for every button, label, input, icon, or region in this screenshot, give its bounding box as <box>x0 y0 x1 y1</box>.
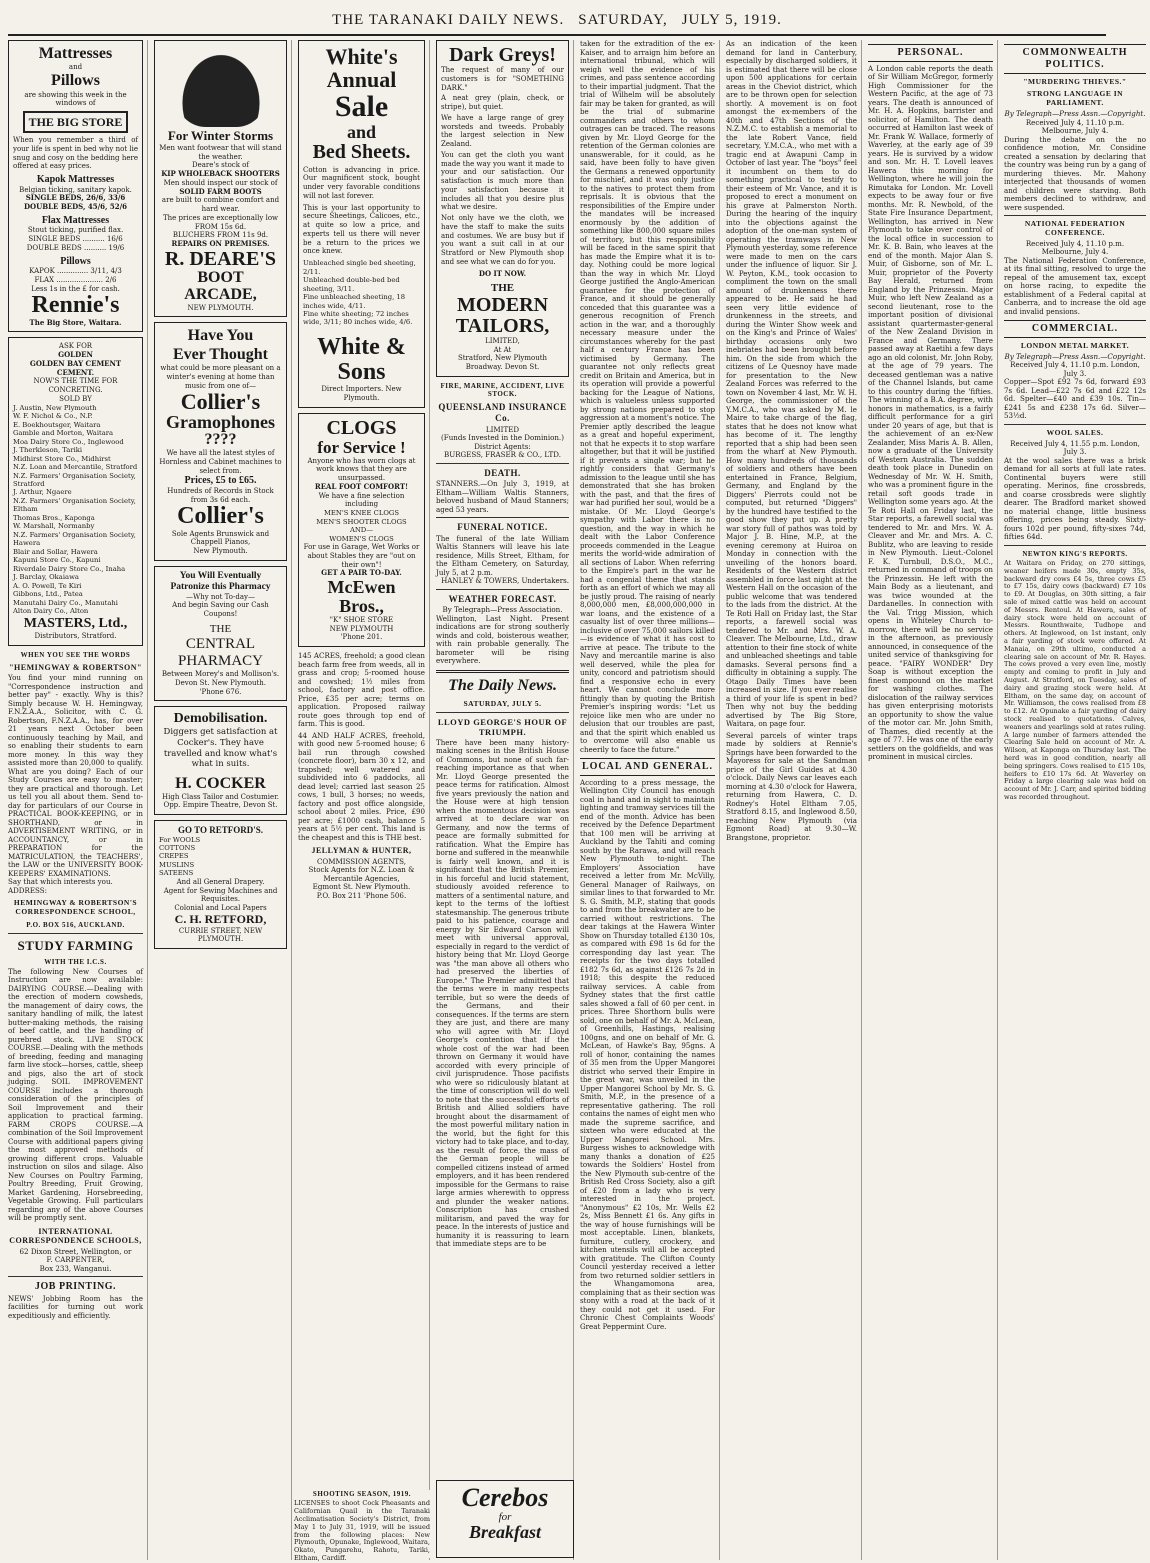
column-5 <box>580 40 720 1560</box>
colliers-name: Collier's <box>180 389 261 415</box>
whites-text: Cotton is advancing in price. Our magnificent stock, bought under very favorable conditions will not last forever. <box>303 165 420 200</box>
boots-prices: The prices are exceptionally low <box>162 213 279 222</box>
personal-head: PERSONAL. <box>868 44 993 62</box>
divider <box>1004 545 1146 546</box>
flax-head: Flax Mattresses <box>41 214 110 226</box>
column-3 <box>298 40 430 1560</box>
personal-text: A London cable reports the death of Sir William McGregor, formerly High Commissioner for the Western Pacific, at the age of 73 years. The death is announced of Mr. H. A. Hopkins, barrister and solicitor, of Hamilton. The death occurred at Hamilton last week of Mr. Frank W. Wallace, formerly of Waverley, at the early age of 39 years. He is survived by a widow and son. Mr. H. T. Lovell leaves Hawera this morning for Wellington, where he will join the Rimutaka for London. Mr. Lovell expects to be away four or five months. Mr. R. Newbold, of the State Fire Insurance Department, Wellington, has arrived in New Plymouth to take over control of the local office in succession to Mr. K. B. Bain, who leaves at the end of the month. Major Alan S. Muir, of Gisborne, son of Mr. L. Muir, proprietor of the Poverty Bay Herald, returned from England by the Prinzessin. Major Muir, who left New Zealand as a second lieutenant, rose to the important position of divisional assistant quartermaster-general of the New Zealand Division in France and Germany. There passed away at Raetihi a few days ago an old colonist, Mr. John Roby, at the age of 79 years. The deceased gentleman was a native of the Channel Islands, but came to this country during the 'fifties. The winning of a B.A. degree, with honors in mathematics, is a fairly difficult performance for a girl under 20 years of age, but that is the achievement of an ex-New Zealander, Miss Maris A. B. Allen, now a graduate of the University of Western Australia. The sudden death took place in Dunedin on Wednesday of Mr. W. H. Smith, who was a prominent figure in the retail soft goods trade in Wellington some years ago. At the Te Roti Hall on Friday last, the Star reports, a farewell social was tendered to Mr. and Mrs. W. A. Cleaver and Mr. and Mrs. A. C. Bublitz, who are leaving to reside in New Plymouth. Lieut.-Colonel F. K. Turnbull, D.S.O., M.C., returned in command of troops on the Prinzessin. He left with the Main Body as a lieutenant, and was twice wounded at the Dardanelles. In connection with the Val. Trigg Mission, which opens in Whiteley Church to-morrow, there will be no service in the afternoon, as previously announced, in consequence of the united service of thanksgiving for peace. "FAIRY WONDER" Dry Soap is without exception the finest compound on the market for washing clothes. The dislocation of the railway services has given enterprising motorists an opportunity to show the value of the motor car. Mr. John Smith, of Thames, died recently at the age of 77. He was one of the early settlers on the goldfields, and was prominent in musical circles. <box>868 63 993 762</box>
cerebos-ad <box>436 1480 574 1558</box>
metal-by: By Telegraph—Press Assn.—Copyright. <box>1004 351 1146 361</box>
metal-head: LONDON METAL MARKET. <box>1020 341 1130 351</box>
retford-general: And all General Drapery. <box>176 877 265 886</box>
pharm-the: THE <box>209 622 232 635</box>
column-8 <box>1004 40 1150 1560</box>
cement-agent-item: N.Z. Loan and Mercantile, Stratford <box>13 463 138 472</box>
kapok-desc: Belgian ticking, sanitary kapok. <box>19 185 132 194</box>
golden: GOLDEN <box>58 350 93 360</box>
insurance-ad <box>436 382 569 460</box>
hemingway-say: Say that which interests you. <box>8 877 113 887</box>
whites-price-item: Unbleached double-bed bed sheeting, 3/11. <box>303 276 400 293</box>
column-6 <box>726 40 862 1560</box>
pharm-line1: You Will Eventually <box>179 570 262 581</box>
metal-rec: Received July 4, 11.10 p.m. London, July 3. <box>1010 360 1140 378</box>
retford-item: For WOOLS <box>159 835 201 844</box>
leader-text: There have been many history-making scenes in the British House of Commons, but none of such far-reaching importance as that when Mr. Lloyd George presented the peace terms for ratification. Almost five years previously the nation and the House were at high tension when the momentous decision was arrived at to declare war on Germany, and now the terms of peace are formally submitted for ratification. What the Empire has borne and suffered in the meanwhile is fairly well known, and it is significant that the British Premier, in his forceful and lucid statement, studiously avoided reference to matters of a sentimental nature, and kept to the terms of the loftiest statesmanship. The generous tribute paid to his patience, courage and energy by Sir Edward Carson will meet with universal approval, especially in regard to the verdict of history being that Mr. Lloyd George was "the man above all others who had preserved the liberties of Europe." The Premier admitted that the terms were in many respects terrible, but so were the deeds of the Germans, and their consequences. If the terms are stern they are just, and there are many who will agree with Mr. Lloyd George's contention that if the whole cost of the war had been thrown on Germany it would have accorded with every principle of civil jurisprudence. Those pacifists who were so ridiculously blatant at the time of conscription will do well to note that the successful efforts of British and Allied soldiers have brought about the disarmament of the most powerful military nation in the world, but the fight for this victory had to take place, and to-day, as the result of force, the mass of the German people will be compelled citizens instead of armed employers, and it has been rendered impossible for the Germans to raise large armies wherewith to oppress and plunder the weaker nations. Conscription has crushed militarism, and paved the way for peace. In the interests of justice and humanity it is reassuring to learn that immediate steps are to be <box>436 737 569 1249</box>
cocker-name: H. COCKER <box>175 774 266 792</box>
kapok-prices: SINGLE BEDS, 26/6, 33/6 DOUBLE BEDS, 45/6, 52/6 <box>23 193 128 212</box>
mcewen-city: NEW PLYMOUTH <box>329 624 394 633</box>
pharm-begin: And begin Saving our Cash Coupons! <box>172 601 269 619</box>
colliers-name-2: Collier's <box>177 503 264 530</box>
boots-solid: SOLID FARM BOOTS <box>179 186 262 196</box>
cement-ad <box>8 337 143 645</box>
gram-city: New Plymouth. <box>193 547 248 556</box>
cement-agent-item: Midhirst Store Co., Midhirst <box>13 454 111 463</box>
funeral-text: The funeral of the late William Waltis Stanners will leave his late residence, Mills Street, Eltham, for the Eltham Cemetery, on Saturday, July 5, at 2 p.m. <box>436 533 569 577</box>
clogs-real: REAL FOOT COMFORT! <box>314 481 409 491</box>
newspaper-name: THE TARANAKI DAILY NEWS. <box>332 11 565 28</box>
funeral-firm: HANLEY & TOWERS, Undertakers. <box>441 576 569 586</box>
boots-from: FROM 15s 6d. <box>194 222 247 231</box>
cement-agent-item: W. Marshall, Normanby <box>13 522 95 531</box>
sold-by: SOLD BY <box>59 394 92 403</box>
death-text: STANNERS.—On July 3, 1919, at Eltham—William Waltis Stanners, beloved husband of Maud Stanners; aged 53 years. <box>436 479 569 514</box>
clogs-ad <box>298 413 425 647</box>
retford-colonial: Colonial and Local Papers <box>174 904 267 913</box>
gram-q: ???? <box>204 431 237 449</box>
columns <box>8 39 1146 1560</box>
deare-boot: BOOT <box>197 268 244 286</box>
ad-and: and <box>68 63 83 72</box>
boots-also: Men should inspect our stock of <box>163 178 278 187</box>
insurance-head: FIRE, MARINE, ACCIDENT, LIVE STOCK. <box>440 381 565 399</box>
commonwealth-by: By Telegraph—Press Assn.—Copyright. <box>1004 109 1146 119</box>
gram-sub: We have all the latest styles of Hornless and Cabinet machines to select from. <box>159 449 282 475</box>
weather-head: WEATHER FORECAST. <box>448 593 557 604</box>
jellyman-box: P.O. Box 211 'Phone 506. <box>316 890 407 900</box>
clogs-item: AND— <box>349 526 374 535</box>
divider <box>436 589 569 590</box>
cement-agent-item: N.Z. Farmers' Organisation Society, Hawera <box>13 530 136 548</box>
deare-arcade: ARCADE, <box>184 285 257 303</box>
divider <box>8 933 143 934</box>
kapok-head: Kapok Mattresses <box>36 174 115 186</box>
masthead <box>8 6 1106 36</box>
whites-price-item: Fine unbleached sheeting, 18 inches wide, 4/11. <box>303 293 406 310</box>
insurance-firm: BURGESS, FRASER & CO., LTD. <box>444 450 561 460</box>
mattresses-ad <box>8 40 143 332</box>
grey-now: DO IT NOW. <box>478 268 527 278</box>
gram-records: Hundreds of Records in Stock from 3s 6d each. <box>167 486 274 504</box>
gram-agents: Sole Agents Brunswick and Chappell Pianos, <box>171 529 270 547</box>
column-7 <box>868 40 998 1560</box>
pillow-kapok: KAPOK .............. 3/11, 4/3 <box>29 267 122 276</box>
federation-text: The National Federation Conference, at its final sitting, resolved to urge the repeal of the amusement tax, except on horse racing, to expedite the establishment of a Federal capital at Canberra, and to increase the old age and invalid pensions. <box>1004 255 1146 316</box>
cement-agent-item: Alton Dairy Co., Alton <box>13 607 89 616</box>
deare-name: R. DEARE'S <box>164 247 277 270</box>
gram-line1: Have You <box>187 327 254 345</box>
divider <box>436 712 569 713</box>
masthead-day: SATURDAY, <box>578 11 668 28</box>
boots-built: are built to combine comfort and hard wear. <box>161 196 280 214</box>
commercial-head: COMMERCIAL. <box>1004 320 1146 338</box>
wool-head: WOOL SALES. <box>1046 427 1104 437</box>
whites-line5: Bed Sheets. <box>312 140 411 163</box>
pharm-central: CENTRAL <box>185 635 256 652</box>
tailors-towns: Stratford, New Plymouth <box>457 354 548 363</box>
divider <box>8 1276 143 1277</box>
ics-agent: F. CARPENTER, <box>46 1255 105 1265</box>
tailors-streets: Broadway. Devon St. <box>465 363 540 372</box>
tailors-tailors: TAILORS, <box>455 314 550 337</box>
wool-text: At the wool sales there was a brisk demand for all sorts at full late rates. Continental buyers were still operating. Merinos, fine crossbreds, and coarse crossbreds were slightly dearer. The Bradford market showed no material change, little business offering, prices being steady. Sixty-fours 102d per pound, fifty-sixes 74d, fifties 64d. <box>1004 455 1146 542</box>
cement-agent-item: Kapuni Store Co., Kapuni <box>13 556 101 565</box>
printing-title: JOB PRINTING. <box>35 1281 116 1293</box>
pharm-line2: Patronize this Pharmacy <box>170 581 271 592</box>
ad-title2: Pillows <box>51 72 100 90</box>
rennie-sub: The Big Store, Waitara. <box>29 317 122 327</box>
cement-agent-item: A. O. Powell, Te Kiri <box>13 581 82 590</box>
deare-boots-ad <box>154 40 287 317</box>
retford-item: COTTONS <box>159 843 196 852</box>
local-general-head: LOCAL AND GENERAL. <box>580 758 715 776</box>
whites-line2: Annual <box>326 67 397 93</box>
cerebos-for: for <box>498 1511 512 1523</box>
boots-repairs: REPAIRS ON PREMISES. <box>171 239 270 249</box>
leader-title: LLOYD GEORGE'S HOUR OF TRIUMPH. <box>437 716 568 737</box>
gram-text: what could be more pleasant on a winter's evening at home than music from one of— <box>160 364 281 390</box>
grey-text2: A neat grey (plain, check, or stripe), but quiet. <box>441 94 564 111</box>
divider <box>436 517 569 518</box>
local-general-text: According to a press message, the Wellington City Council has enough coal in hand and in sight to maintain lighting and tramway services till the end of the month. Advice has been received by the Defence Department that 100 men will be arriving at Auckland by the Tahiti and coming south by the Rarawa, and will reach New Plymouth to-night. The Employers' Association have received a letter from Mr. McVilly, General Manager of Railways, on similar lines to that forwarded to Mr. S. G. Smith, M.P., stating that goods to and from the breakwater are to be carried without restrictions. The dear takings at the Hawera Winter Show on Thursday totalled £130 10s, as compared with £98 1s 6d for the corresponding day last year. The receipts for the two days totalled £182 7s 6d, as against £126 7s 2d in 1918; this despite the reduced railway services. A cable from Sydney states that the first cattle sales showed a fall of 60 per cent. in prices. Three Shorthorn bulls were sold, one on behalf of Mr. A. McLean, of Greenhills, Hastings, realising 100gns, and one on behalf of Mr. G. McLean, of Hawke's Bay, 95gns. A roll of honor, containing the names of 35 men from the Upper Mangorei district who served their Empire in the great war, was unveiled in the Upper Mangorei School by Mr. S. G. Smith, M.P., in the presence of a representative gathering. The roll contains the names of eight men who made the supreme sacrifice, and sixteen who were educated at the Upper Mangorei School. Mrs. Burgess wishes to acknowledge with many thanks a donation of £25 towards the Soldiers' Hostel from the New Plymouth sub-centre of the British Red Cross Society, also a gift of £20 from a lady who is very interested in the project. "Anonymous" £2 10s, Mr. Wells £2 2s, Miss Bennett £1 6s. Any gifts in the way of house furnishings will be most acceptable. Linen, blankets, furniture, cutlery, crockery, and kitchen utensils will all be accepted with gratitude. The Clifton County Council yesterday received a letter from two returned soldier settlers in the Whangamomona area, complaining that as their section was stony with a road at the back of it they could not get it used. For Chronic Chest Complaints Woods' Great Peppermint Cure. <box>580 777 715 1331</box>
jellyman-comm: COMMISSION AGENTS, <box>316 856 406 866</box>
federation-rec: Received July 4, 11.10 p.m. Melbourne, July 4. <box>1025 238 1125 257</box>
hemingway-ad <box>8 651 143 930</box>
shooting-text: LICENSES to shoot Cock Pheasants and Californian Quail in the Taranaki Acclimatisation Society's District, from May 1 to July 31, 1919, will be issued from the following places: New Plymouth, Opunake, Inglewood, Waitara, Okato, Pungarehu, Rahotu, Tariki, Eltham, Cardiff. <box>294 1499 430 1562</box>
jellyman-stock: Stock Agents for N.Z. Loan & Mercantile Agencies, <box>308 865 415 883</box>
pharm-street: Devon St. New Plymouth. <box>174 678 266 687</box>
boot-illustration-icon <box>176 47 266 127</box>
mcewen-shop: "K" SHOE STORE <box>329 615 394 624</box>
shooting-notice <box>294 1490 430 1562</box>
cement-agent-item: Riverdale Dairy Store Co., Inaha <box>13 564 126 573</box>
tailors-at: At At <box>493 345 512 354</box>
retford-name: C. H. RETFORD, <box>174 911 267 926</box>
jellyman-name: JELLYMAN & HUNTER, <box>311 846 412 856</box>
farming-title: STUDY FARMING <box>17 938 134 954</box>
ics-addr: 62 Dixon Street, Wellington, or <box>19 1246 132 1256</box>
mcewen-phone: 'Phone 201. <box>340 633 383 642</box>
whites-line1: White's <box>325 44 398 69</box>
pharm-between: Between Morey's and Mollison's. <box>161 670 280 679</box>
hemingway-school: HEMINGWAY & ROBERTSON'S CORRESPONDENCE SCHOOL, <box>13 898 138 917</box>
cement-agent-item: Gibbons, Ltd., Patea <box>13 590 83 599</box>
pharm-pharmacy: PHARMACY <box>177 652 264 669</box>
cocker-trade: High Class Tailor and Costumier. <box>162 792 279 801</box>
whites-items-list <box>303 259 420 327</box>
column-4 <box>436 40 574 1560</box>
hemingway-text: You find your mind running on "Correspondence instruction and better pay" - exactly. Why is this? Simply because W. H. Hemingway, F.N.Z.A.A., Solicitor, with C. G. Robertson, F.N.Z.A.A., has, for over 21 years next October been continuously teaching by Mail, and so enabling their students to earn more money. In this way they assisted more than 20,000 to qualify. What are you doing? Each of our Study Courses are easy to master; they are practical and thorough. Let us tell you all about them. Send to-day for particulars of our Course in PRACTICAL BOOK-KEEPING, or in SHORTHAND, or in ADVERTISEMENT WRITING, or in ACCOUNTANCY, or in PREPARATION for the MATRICULATION, the TEACHERS', the LAW or the UNIVERSITY BOOK-KEEPERS' EXAMINATIONS. <box>8 673 143 878</box>
flax-double: DOUBLE BEDS .......... 19/6 <box>26 243 125 252</box>
retford-ad <box>154 820 287 949</box>
cerebos-name: Cerebos <box>461 1483 549 1512</box>
commonwealth-rec: Received July 4, 11.10 p.m. Melbourne, July 4. <box>1025 117 1125 136</box>
pharm-why: —Why not To-day— <box>186 592 255 601</box>
clogs-title: CLOGS <box>326 416 397 439</box>
local-general-more: Several parcels of winter traps made by soldiers at Rennie's Springs have been forwarded to the Mayoress for sale at the Sandman price of the Girl Guides at 4.30 o'clock. Daily News car leaves each morning at 4.30 o'clock for Hawera, returning from Hawera, C. D. Rodney's Hotel Eltham 7.05, Stratford 8.15, and Inglewood 8.50, reaching New Plymouth (via Egmont Road) at 9.30—W. Brangstone, proprietor. <box>726 730 857 842</box>
death-head: DEATH. <box>484 467 521 478</box>
cement-agent-item: Gamble and Morton, Waitara <box>13 429 114 438</box>
hemingway-box: P.O. BOX 516, AUCKLAND. <box>26 920 125 929</box>
modern-tailors-ad <box>436 40 569 377</box>
flax-desc: Stout ticking, purified flax. <box>27 226 124 235</box>
cement-agents-list <box>13 404 138 616</box>
whites-sale-ad <box>298 40 425 408</box>
cement-agent-item: J. Arthur, Ngaere <box>13 488 72 497</box>
jellyman-addr: Egmont St. New Plymouth. <box>312 882 411 892</box>
retford-item: MUSLINS <box>159 860 195 869</box>
cash-discount: Less 1s in the £ for cash. <box>31 284 120 293</box>
clogs-have: We have a fine selection including <box>318 491 405 509</box>
clogs-item: MEN'S SHOOTER CLOGS <box>316 517 407 526</box>
grey-text3: We have a large range of grey worsteds and tweeds. Probably the largest selection in New Zealand. <box>441 113 564 148</box>
deare-city: NEW PLYMOUTH. <box>187 303 254 312</box>
retford-addr: CURRIE STREET, NEW PLYMOUTH. <box>178 926 263 944</box>
commonwealth-sub: "MURDERING THIEVES." <box>1023 76 1127 86</box>
flax-single: SINGLE BEDS .......... 16/6 <box>28 235 123 244</box>
masters-name: MASTERS, Ltd., <box>23 615 128 631</box>
cement-agent-item: N.Z. Farmers' Organisation Society, Eltham <box>13 496 136 514</box>
retford-title: GO TO RETFORD'S. <box>178 825 263 836</box>
gram-prices: Prices, £5 to £65. <box>184 475 257 487</box>
daily-news-title: The Daily News. <box>448 676 557 694</box>
clogs-use: For use in Garage, Wet Works or about Stables they are "out on their own"! <box>303 543 420 569</box>
boots-deare: Deare's stock of <box>192 161 249 170</box>
clogs-items-list <box>303 509 420 543</box>
column-2 <box>154 40 292 1560</box>
divider <box>1004 215 1146 216</box>
white-sons-logo: White & Sons <box>317 333 406 386</box>
grey-text: The request of many of our customers is for "SOMETHING DARK." <box>441 66 564 92</box>
grey-text4: You can get the cloth you want made the way you want it made to your and our satisfaction. Our satisfaction is much more than your satisfaction because it includes all that you desire plus what we desire. <box>441 150 564 212</box>
gramophones-word: Gramophones <box>165 412 275 433</box>
ad-title: Mattresses <box>38 45 113 62</box>
land-text2: 44 AND HALF ACRES, freehold, with good new 5-roomed house; 6 bail run through cowshed (concrete floor), barn 30 x 12, and trapshed; well watered and subdivided into 6 paddocks, all dead level; carried last season 25 cows, 1 bull, 3 horses; no weeds, factory and post office alongside, school about 2 miles. Price, £90 per acre; £1000 cash, balance 5 years at 5½ per cent. This land is the cheapest and this is THE best. <box>298 730 425 842</box>
clogs-text: Anyone who has worn clogs at work knows that they are unsurpassed. <box>307 456 416 483</box>
newton-text: At Waitara on Friday, on 270 sittings, weaner heifers made 30s, empty 35s, backward dry cows £4 5s, three cows £5 to £7 15s, dairy cows (backward) £7 10s to £9. At Douglas, on 30th sitting, a fair sale of mixed cattle was held on account of Messrs. Rentoul. At Hawera, sales of dairy stock were held on account of Messrs. Rounthwaite, Tudhope and others. At Inglewood, on 1st instant, only a fair yarding of stock were offered. At Manaia, on 29th ultimo, conducted a clearing sale on account of Mr. R. Hayes. The cows proved a very even line, mostly empty and coming to profit in July and August. At Stratford, on Tuesday, sales of dairy and grazing stock were held. At Eltham, on the same day, on account of Mr. Williamson, the cows realised from £8 to £12. At Opunake a fair yarding of dairy stock realised to quotations. Calves, weaners and yearlings sold at rates ruling. A large number of farmers attended the Clearing Sale held on account of Mr. A. Wilson, at Kaponga on Thursday last. The herd was in good condition, nearly all being springers. Cows realised to £15 10s, heifers to £10 17s 6d. At Waverley on Friday a large clearing sale was held on account of Mr. J. Carr, and spirited bidding was recorded throughout. <box>1004 559 1146 801</box>
divider <box>1004 424 1146 425</box>
whites-price-item: Fine white sheeting; 72 inches wide, 3/11; 80 inches wide, 4/6. <box>303 309 413 327</box>
hemingway-lead: WHEN YOU SEE THE WORDS <box>20 650 131 659</box>
farming-sub: WITH THE I.C.S. <box>44 957 107 966</box>
cement-agent-item: Manutahi Dairy Co., Manutahi <box>13 598 118 607</box>
tailors-modern: MODERN <box>456 293 549 316</box>
tailors-ltd: LIMITED, <box>485 336 520 345</box>
clogs-get: GET A PAIR TO-DAY. <box>321 568 402 578</box>
gram-line2: Ever Thought <box>173 345 268 363</box>
shooting-head: SHOOTING SEASON, 1919. <box>312 1490 412 1498</box>
boots-bluchers: BLUCHERS FROM 11s 9d. <box>172 231 269 240</box>
federation-head: NATIONAL FEDERATION CONFERENCE. <box>1024 219 1126 237</box>
cement-agent-item: J. Austin, New Plymouth <box>13 403 97 412</box>
whites-sub: Direct Importers. New Plymouth. <box>321 385 402 403</box>
cement-agent-item: J. Barclay, Okaiawa <box>13 573 79 582</box>
cement-now: NOW'S THE TIME FOR CONCRETING. <box>33 377 118 395</box>
hemingway-name: "HEMINGWAY & ROBERTSON" <box>9 662 142 672</box>
commonwealth-head: COMMONWEALTH POLITICS. <box>1004 44 1146 74</box>
ad-sub: are showing this week in the windows of <box>24 90 127 108</box>
masters-dist: Distributors, Stratford. <box>34 631 117 640</box>
newton-head: NEWTON KING'S REPORTS. <box>1022 549 1128 558</box>
retford-item: SATEENS <box>159 869 194 878</box>
ics-box: Box 233, Wanganui. <box>39 1263 112 1273</box>
printing-ad <box>8 1281 143 1320</box>
divider <box>436 670 569 673</box>
insurance-funds: (Funds Invested in the Dominion.) <box>441 433 564 443</box>
pillow-flax: FLAX ..................... 2/6 <box>34 275 117 284</box>
commonwealth-text: During the debate on the no confidence motion, Mr. Considine created a sensation by declaring that the country was being run by a gang of murdering thieves. Mr. Mahony interjected that thousands of women and children were starving. Both members declined to withdraw, and were suspended. <box>1004 134 1146 212</box>
whites-line4: and <box>346 121 377 142</box>
column-1 <box>8 40 148 1560</box>
rennie-name: Rennie's <box>31 292 120 319</box>
ask-for: ASK FOR <box>58 342 93 351</box>
cerebos-breakfast: Breakfast <box>469 1522 541 1542</box>
weather-by: By Telegraph—Press Association. <box>442 605 563 615</box>
demob-title: Demobilisation. <box>173 711 268 727</box>
leader-date: SATURDAY, JULY 5. <box>463 698 542 708</box>
whites-price-item: Unbleached single bed sheeting, 2/11. <box>303 259 416 276</box>
wool-rec: Received July 4, 11.55 p.m. London, July 3. <box>1010 438 1140 457</box>
cement-agent-item: N.Z. Farmers' Organisation Society, Stratford <box>13 471 136 488</box>
whites-text2: This is your last opportunity to secure Sheetings, Calicoes, etc., at quite so low a price, and experts tell us there will never be a return to the prices we once knew. <box>303 203 420 256</box>
divider <box>436 463 569 464</box>
funeral-head: FUNERAL NOTICE. <box>457 522 548 533</box>
ad-text: When you remember a third of your life is spent in bed why not lie snug and cosy on the bedding here offered at easy prices. <box>13 136 138 171</box>
weather-text: Wellington, Last Night. Present indications are for strong southerly winds and cold, boisterous weather, with rain probable generally. The barometer will be rising everywhere. <box>436 613 569 666</box>
metal-text: Copper—Spot £92 7s 6d, forward £93 7s 6d. Lead—£22 7s 6d and £22 12s 6d. Spelter—£40 and £39 10s. Tin—£241 5s and £238 17s 6d. Silver—53½d. <box>1004 377 1146 421</box>
retford-items-list <box>159 836 282 878</box>
clogs-item: MEN'S KNEE CLOGS <box>323 509 400 518</box>
cement-word: CEMENT. <box>56 367 95 377</box>
clogs-item: WOMEN'S CLOGS <box>329 534 394 543</box>
boots-title: For Winter Storms <box>167 128 274 143</box>
land-text1: 145 ACRES, freehold; a good clean beach farm free from weeds, all in grass and crop; 5-roomed house and cowshed; 1½ miles from school, factory and post office. Price, £35 per acre; terms on application. Proposed railway route goes through top end of farm. This is good. <box>298 651 425 729</box>
boots-text: Men want footwear that will stand the weather. <box>159 143 282 161</box>
cement-agent-item: E. Boekhoutsger, Waitara <box>13 420 101 429</box>
leader-continued: taken for the extradition of the ex-Kaiser, and to arraign him before an international tribunal, which will weigh well the evidence of his crimes, and pass sentence according to their impartial judgment. That the trial of Wilhelm will be absolutely fair may be taken for granted, as will be the trial of submarine commanders and others to whom outrages can be traced. The reasons given by Mr. Lloyd George for the retention of the German colonies are unanswerable, for it could, as he said, have been folly to have given the Germans a renewed opportunity for mischief, and it was only justice to the natives to protect them from reprisals. It is obvious that the responsibilities of the Empire under the mandates will be increased enormously by the addition of something like 800,000 square miles of territory, but this responsibility will be faced in the same spirit that has made the Empire what it is to-day. Nothing could be more logical than the way in which Mr. Lloyd George justified the Anglo-American guarantee for the protection of France, and it should be generally conceded that this guarantee was a generous recognition of French action in the war, and a thoroughly necessary measure under the circumstances whereby for the past half a century France has been victimised by Germany. The guarantee not only reflects great credit on Britain and America, but in its operation will provide a powerful backing for the League of Nations, which is valueless unless supported by strong nations prepared to stop aggression at a moment's notice. The Premier aptly described the league as a great and hopeful experiment, not that he expects it to stop warfare altogether, but that it will be justified if it prevents a single war; but he rightly considers that Germany's admission to the league until she has demonstrated that she has broken with the past, and that the fires of war had purified her soul, would be a mistake. Of Mr. Lloyd George's sympathy with Labor there is no question, and the way in which he dealt with the Labor Conference proceeds commended in the League merits the world-wide admiration of all sections of Labor. When referring to the Empire's part in the war he had a congenial theme that stands forth as an effort of which we may all be justly proud. The raising of nearly 8,000,000 men, £8,000,000,000 in war loans, and the existence of a casualty list of over three millions—inclusive of over 75,000 sailors killed—is evidence of what it has cost to arrive at peace. The tribute to the Navy and mercantile marine is also well deserved, while the plea for unity, concord and patriotism should find a responsive echo in every heart. We cannot conclude more fittingly than by quoting the British Premier's inspiring words: "Let us rejoice like men who are under no delusion that our troubles are past, and that the spirit which enabled us to overcome will also enable us cheerily to face the future." <box>580 39 715 754</box>
printing-text: NEWS' Jobbing Room has the facilities for turning out work expeditiously and efficiently. <box>8 1293 143 1320</box>
cement-agent-item: Blair and Sollar, Hawera <box>13 547 98 556</box>
grey-text5: Not only have we the cloth, we have the staff to make the suits and costumes. We are busy but if you want a suit call in at our Stratford or New Plymouth shop and see what we can do for you. <box>441 214 564 266</box>
whites-line3: Sale <box>334 90 389 124</box>
cocker-ad <box>154 706 287 815</box>
tailors-the: THE <box>490 282 515 295</box>
cement-name: GOLDEN BAY CEMENT <box>29 358 122 368</box>
ics-name: INTERNATIONAL CORRESPONDENCE SCHOOLS, <box>9 1226 142 1246</box>
colliers-ad <box>154 322 287 561</box>
big-store-logo: THE BIG STORE <box>23 111 129 133</box>
farming-ad <box>8 938 143 1273</box>
mcewen-name: McEwen Bros., <box>327 577 396 616</box>
insurance-agents: District Agents: <box>474 441 531 451</box>
clogs-sub: for Service ! <box>317 437 406 457</box>
pillows-head: Pillows <box>60 255 91 267</box>
cement-agent-item: W. F. Nichol & Co., N.P. <box>13 412 93 421</box>
insurance-name: QUEENSLAND INSURANCE Co. <box>438 402 567 423</box>
masthead-date: JULY 5, 1919. <box>681 11 782 28</box>
cement-agent-item: J. Therkleson, Tariki <box>13 446 83 455</box>
local-general-continued: As an indication of the keen demand for land in Canterbury, especially by discharged soldiers, it is estimated that there will be close upon 500 applications for certain areas in the Cheviot district, which are to be thrown open for selection shortly. A movement is on foot amongst the ex-members of the 40th and 47th Sections of the N.Z.M.C. to establish a memorial to the late Robert Vance, field secretary, Y.M.C.A., who met with a tragic end at Awapuni Camp in October of last year. The "boys" feel it incumbent on them to do something practical to testify to their esteem of Mr. Vance, and it is proposed to erect a monument on his grave at Palmerston North. During the hearing of the inquiry into the objections against the adoption of the one-man system of operating the tramways in New Plymouth yesterday, some reference were made to men on the cars under the influence of liquor. Sir J. W. Peyton, K.M., took occasion to compliment the town on the small amount of drunkenness there appeared to be. He said he had seen very little evidence of drunkenness in the streets, and during the Winter Show week and on the King's and Prince of Wales' birthday occasions only two inebriates had been brought before him. On the side from which the citizens of Le Quesnoy have made for presentation to the New Zealand Forces was referred to the town on November 4 last, Mr. W. H. George, the commissioner of the Y.M.C.A., who was asked by M. le Maire to take charge of the flag, states that he does not know what has become of it. The lengthy reported that a ship had been seen from the wharf at New Plymouth. How many hundreds of thousands of soldiers and others have been entertained in France, Belgium, Germany, and England by the Diggers' Pierrots could not be computed, but returned "Diggers" by the hundred have testified to the good show they put up. A pretty war story full of pathos was told by Major J. B. Hine, M.P., at the evening ceremony at Huiroa on Monday in connection with the unveiling of the honors board. Residents of the Western district assembled in force last night at the Western Hall on the occasion of the public welcome that was tendered to the lads from the district. At the Te Roti Hall on Friday last, the Star reports, a farewell social was tendered to Mr. and Mrs. W. A. Cleaver. The Melbourne, Ltd., draw attention to their fine stock of white and unbleached sheetings and table damasks. Several persons find a difficulty in obtaining a supply. The Otago Daily Times have been increased in size. If you ever realise a third of your life is spent in bed? Then why not buy the bedding advertised by The Big Store, Waitara, on page four. <box>726 39 857 728</box>
cocker-addr: Opp. Empire Theatre, Devon St. <box>163 801 278 810</box>
cement-agent-item: Thomas Bros., Kaponga <box>13 513 95 522</box>
retford-item: CREPES <box>159 852 189 861</box>
land-ads <box>298 652 425 900</box>
retford-agent: Agent for Sewing Machines and Requisites. <box>163 886 278 904</box>
farming-text: The following New Courses of Instruction are now available: DAIRYING COURSE.—Dealing with the erection of modern cowsheds, the management of dairy cows, the sanitary handling of milk, the latest butter-making methods, the raising of beef cattle, and the handling of purebred stock. LIVE STOCK COURSE.—Dealing with the methods of breeding, feeding and managing farm live stock—horses, cattle, sheep and pigs, also the art of stock judging. SOIL IMPROVEMENT COURSE includes a thorough consideration of the principles of Soil Improvement and their application to practical farming. FARM CROPS COURSE.—A combination of the Soil Improvement Course with additional papers giving the most approved methods of growing different crops. Valuable instruction on silos and silage. Also New Courses on Poultry Farming, Poultry Breeding, Fruit Growing, Market Gardening, Horsebreeding, Vegetable Growing. Full particulars regarding any of the above Courses will be promptly sent. <box>8 966 143 1223</box>
grey-title: Dark Greys! <box>449 44 556 66</box>
demob-text: Diggers get satisfaction at Cocker's. They have travelled and know what's what in suits. <box>163 727 278 770</box>
commonwealth-sub2: STRONG LANGUAGE IN PARLIAMENT. <box>1026 89 1124 108</box>
insurance-ltd: LIMITED <box>485 424 520 434</box>
hemingway-address-label: ADDRESS: <box>8 885 48 895</box>
boots-kip: KIP WHOLEBACK SHOOTERS <box>161 169 280 179</box>
pharmacy-ad <box>154 566 287 701</box>
pharm-phone: 'Phone 676. <box>199 687 242 696</box>
cement-agent-item: Moa Dairy Store Co., Inglewood <box>13 437 124 446</box>
